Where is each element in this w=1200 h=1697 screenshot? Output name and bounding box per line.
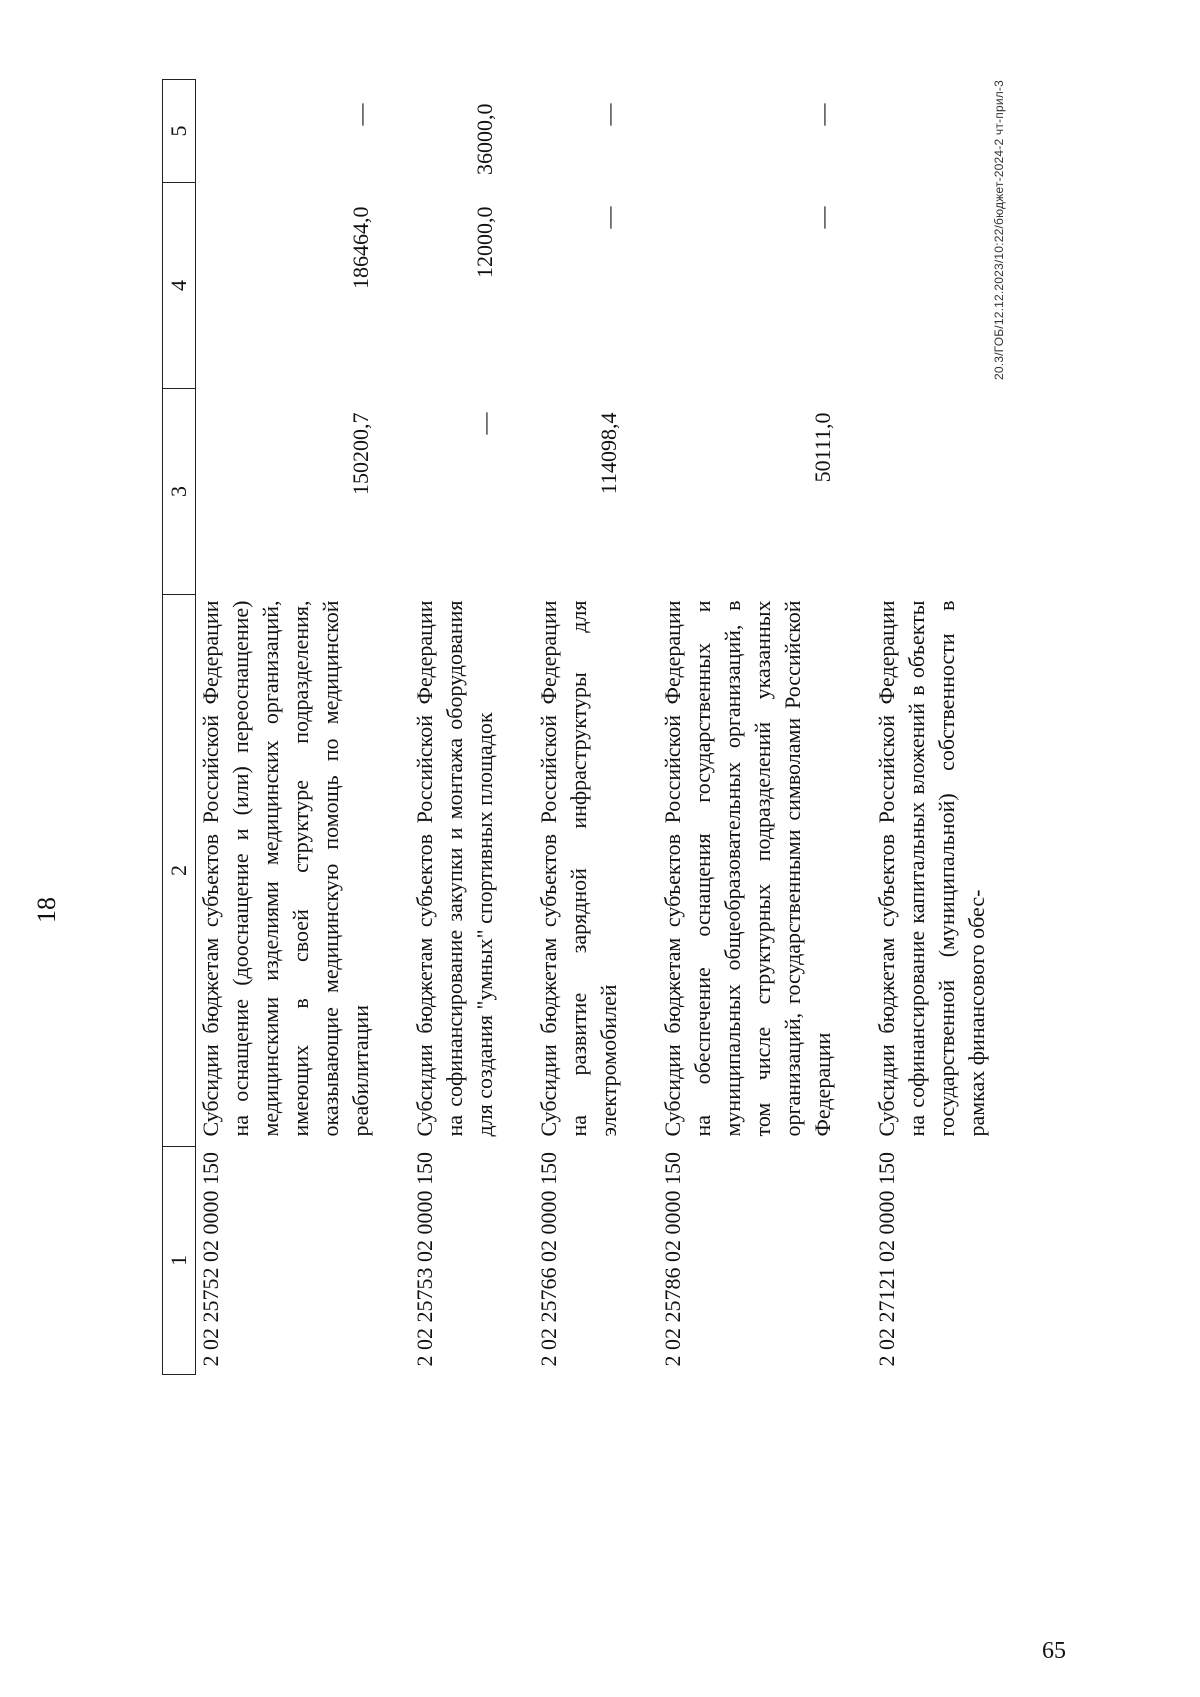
row-description: Субсидии бюджетам субъектов Российской Федерации на оснащение (дооснащение и (или) переоснащение) медицинскими изделиями медицинских организаций, имеющих в своей структуре подразделения, оказывающие медицинскую помощь по медицинской реабилитации — [198, 600, 373, 1137]
row-col3-value — [872, 389, 1026, 595]
row-code: 2 02 25752 02 0000 150 — [198, 1152, 223, 1367]
table-header — [163, 80, 196, 1375]
table-row — [534, 80, 658, 1375]
header-col-2: 2 — [163, 595, 196, 1147]
header-col-1: 1 — [163, 1147, 196, 1375]
row-col3-value: — — [472, 412, 497, 435]
row-col5-value: — — [596, 103, 621, 126]
header-col-5: 5 — [163, 80, 196, 183]
row-col4-value: 12000,0 — [472, 206, 497, 278]
row-description: Субсидии бюджетам субъектов Российской Федерации на софинансирование закупки и монтажа оборудования для создания "умных" спортивных площадок — [412, 600, 497, 1137]
row-col5-value: 36000,0 — [472, 103, 497, 175]
row-code: 2 02 25766 02 0000 150 — [536, 1152, 561, 1367]
row-col5-value: — — [810, 103, 835, 126]
row-col4-value: — — [596, 206, 621, 229]
row-description: Субсидии бюджетам субъектов Российской Федерации на развитие зарядной инфраструктуры для электромобилей — [536, 600, 621, 1137]
budget-table — [162, 79, 1026, 1375]
footer-reference: 20.3/ГОБ/12.12.2023/10:22/бюджет-2024-2 чт-прил-3 — [992, 80, 1006, 381]
header-col-4: 4 — [163, 183, 196, 389]
row-col3-value: 50111,0 — [810, 412, 835, 483]
row-description: Субсидии бюджетам субъектов Российской Федерации на софинансирование капитальных вложений в объекты государственной (муниципальной) собственности в рамках финансового обес- — [874, 600, 989, 1137]
row-code: 2 02 25753 02 0000 150 — [412, 1152, 437, 1367]
sheet-number: 65 — [1042, 1638, 1066, 1664]
row-description: Субсидии бюджетам субъектов Российской Федерации на обеспечение оснащения государственных и муниципальных общеобразовательных организаций, в том числе структурных подразделений указанных организаций, государственными символами Российской Федерации — [660, 600, 835, 1137]
row-col5-value: — — [348, 103, 373, 126]
row-col3-value: 150200,7 — [348, 412, 373, 495]
row-col4-value: 186464,0 — [348, 206, 373, 289]
header-col-3: 3 — [163, 389, 196, 595]
page-number: 18 — [32, 897, 61, 923]
table-row — [658, 80, 872, 1375]
table-row — [196, 80, 411, 1375]
table-body — [196, 80, 1027, 1375]
row-col3-value: 114098,4 — [596, 412, 621, 495]
row-code: 2 02 25786 02 0000 150 — [660, 1152, 685, 1367]
rotated-document-sheet — [32, 80, 1032, 1560]
row-col4-value: — — [810, 206, 835, 229]
table-row — [410, 80, 534, 1375]
row-code: 2 02 27121 02 0000 150 — [874, 1152, 899, 1367]
